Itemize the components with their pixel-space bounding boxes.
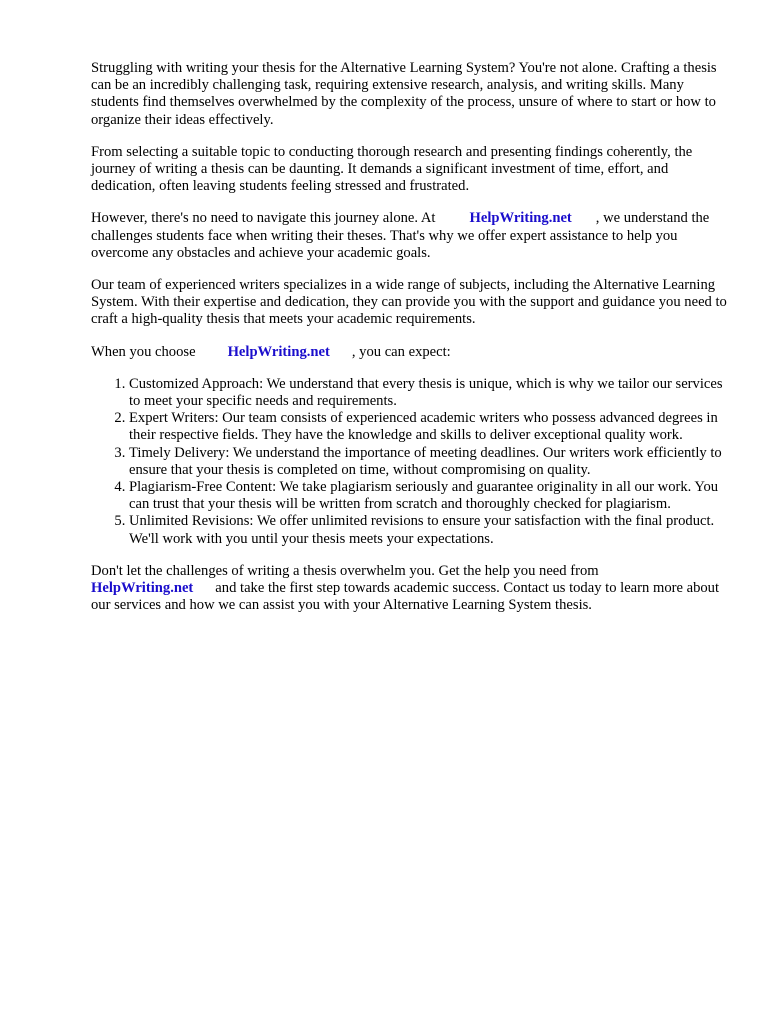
choose-paragraph bbox=[91, 344, 731, 361]
list-item: 1. Customized Approach: We understand that every thesis is unique, which is why we tailor our services to meet your specific needs and requirements. bbox=[129, 376, 731, 410]
choose-text-after: , you can expect: bbox=[351, 343, 451, 360]
document-page bbox=[91, 60, 731, 629]
list-item: 5. Unlimited Revisions: We offer unlimited revisions to ensure your satisfaction with the final product. We'll work with you until your thesis meets your expectations. bbox=[129, 513, 731, 547]
challenge-paragraph: From selecting a suitable topic to conducting thorough research and presenting findings coherently, the journey of writing a thesis can be daunting. It demands a significant investment of time, effort, and dedication, often leaving students feeling stressed and frustrated. bbox=[91, 143, 693, 195]
helpwriting-link[interactable]: HelpWriting.net bbox=[469, 210, 572, 227]
offer-text-after: , we understand the challenges students face when writing their theses. That's why we offer expert assistance to help you overcome any obstacles and achieve your academic goals. bbox=[91, 210, 710, 261]
choose-text-before: When you choose bbox=[91, 343, 196, 360]
closing-paragraph bbox=[91, 563, 731, 615]
offer-text-before: However, there's no need to navigate this journey alone. At bbox=[91, 210, 436, 227]
offer-paragraph bbox=[91, 210, 731, 262]
helpwriting-link[interactable]: HelpWriting.net bbox=[91, 580, 194, 597]
list-item: 3. Timely Delivery: We understand the importance of meeting deadlines. Our writers work efficiently to ensure that your thesis is completed on time, without compromising on quality. bbox=[129, 445, 731, 479]
list-item: 4. Plagiarism-Free Content: We take plagiarism seriously and guarantee originality in all our work. You can trust that your thesis will be written from scratch and thoroughly checked for plagiarism. bbox=[129, 479, 731, 513]
intro-paragraph: Struggling with writing your thesis for the Alternative Learning System? You're not alone. Crafting a thesis can be an incredibly challenging task, requiring extensive research, analysis, and writing skills. Many students find themselves overwhelmed by the complexity of the process, unsure of where to start or how to organize their ideas effectively. bbox=[91, 60, 717, 128]
helpwriting-link[interactable]: HelpWriting.net bbox=[227, 343, 330, 360]
closing-text-after: and take the first step towards academic success. Contact us today to learn more about our services and how we can assist you with your Alternative Learning System thesis. bbox=[91, 580, 720, 614]
benefits-list bbox=[91, 376, 731, 548]
list-item: 2. Expert Writers: Our team consists of experienced academic writers who possess advanced degrees in their respective fields. They have the knowledge and skills to deliver exceptional quality work. bbox=[129, 410, 731, 444]
closing-text-before: Don't let the challenges of writing a thesis overwhelm you. Get the help you need from bbox=[91, 562, 599, 579]
team-paragraph: Our team of experienced writers specializes in a wide range of subjects, including the Alternative Learning System. With their expertise and dedication, they can provide you with the support and guidance you need to craft a high-quality thesis that meets your academic requirements. bbox=[91, 277, 727, 328]
